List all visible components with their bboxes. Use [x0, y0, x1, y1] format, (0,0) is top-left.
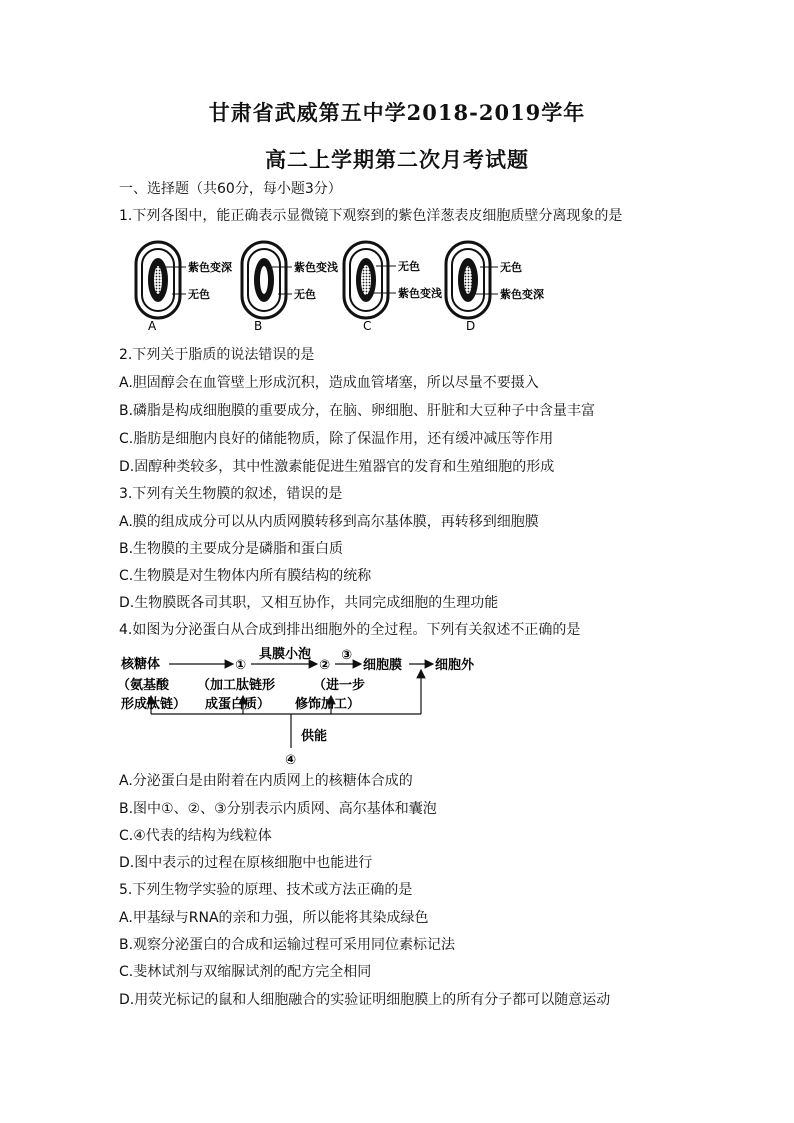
q1-b-letter: B	[254, 319, 263, 333]
q1-b-bottom-label: 无色	[294, 288, 316, 301]
q4-node2-note-2: 修饰加工）	[295, 697, 361, 712]
q4-ribosome-note-2: 形成肽链）	[121, 697, 187, 712]
q1-d-bottom-label: 紫色变深	[500, 288, 544, 301]
q4-ribosome-label: 核糖体	[121, 657, 161, 672]
q4-option-b: B.图中①、②、③分别表示内质网、高尔基体和囊泡	[119, 801, 437, 817]
q4-secretion-flow-diagram	[115, 644, 495, 770]
q1-figure-a	[136, 242, 232, 333]
q4-option-c: C.④代表的结构为线粒体	[119, 828, 272, 844]
q4-membrane-label: 细胞膜	[363, 658, 403, 673]
q5-stem: 5.下列生物学实验的原理、技术或方法正确的是	[119, 882, 413, 898]
q4-node2-note-1: （进一步	[313, 678, 366, 693]
exam-title-line1: 甘肃省武威第五中学2018-2019学年	[208, 100, 586, 125]
q4-outside-label: 细胞外	[435, 658, 475, 673]
q1-stem: 1.下列各图中，能正确表示显微镜下观察到的紫色洋葱表皮细胞质壁分离现象的是	[119, 208, 623, 224]
q5-option-b: B.观察分泌蛋白的合成和运输过程可采用同位素标记法	[119, 937, 456, 953]
q3-stem: 3.下列有关生物膜的叙述，错误的是	[119, 486, 343, 502]
q4-node1-note-1: （加工肽链形	[197, 678, 276, 693]
q1-c-bottom-label: 紫色变浅	[398, 287, 442, 300]
q1-c-top-label: 无色	[398, 260, 420, 273]
q3-option-d: D.生物膜既各司其职，又相互协作，共同完成细胞的生理功能	[119, 595, 499, 611]
q1-a-top-label: 紫色变深	[188, 261, 232, 274]
q5-option-c: C.斐林试剂与双缩脲试剂的配方完全相同	[119, 964, 372, 980]
q1-figure-b	[242, 242, 338, 333]
q1-figure-c	[344, 242, 442, 333]
q2-option-a: A.胆固醇会在血管壁上形成沉积，造成血管堵塞，所以尽量不要摄入	[119, 375, 539, 391]
q5-option-a: A.甲基绿与RNA的亲和力强，所以能将其染成绿色	[119, 910, 429, 926]
q5-option-d: D.用荧光标记的鼠和人细胞融合的实验证明细胞膜上的所有分子都可以随意运动	[119, 992, 611, 1008]
q3-option-b: B.生物膜的主要成分是磷脂和蛋白质	[119, 541, 344, 557]
q1-figure-d	[446, 242, 544, 333]
q1-b-top-label: 紫色变浅	[294, 261, 338, 274]
q4-node1-note-2: 成蛋白质）	[205, 697, 271, 712]
q4-ribosome-note-1: （氨基酸	[117, 678, 170, 693]
q2-option-d: D.固醇种类较多，其中性激素能促进生殖器官的发育和生殖细胞的形成	[119, 459, 555, 475]
q4-energy-label: 供能	[301, 729, 328, 744]
q1-c-letter: C	[363, 319, 372, 333]
q3-option-c: C.生物膜是对生物体内所有膜结构的统称	[119, 568, 372, 584]
q1-d-top-label: 无色	[500, 261, 522, 274]
q4-vesicle-label: 具膜小泡	[259, 647, 312, 662]
q4-stem: 4.如图为分泌蛋白从合成到排出细胞外的全过程。下列有关叙述不正确的是	[119, 622, 581, 638]
q2-option-c: C.脂肪是细胞内良好的储能物质，除了保温作用，还有缓冲减压等作用	[119, 431, 554, 447]
q1-a-bottom-label: 无色	[188, 288, 210, 301]
q4-node-1: ①	[235, 658, 247, 673]
q4-node-3: ③	[341, 648, 353, 663]
q1-a-letter: A	[148, 319, 157, 333]
section-heading: 一、选择题（共60分，每小题3分）	[119, 181, 342, 197]
q4-option-d: D.图中表示的过程在原核细胞中也能进行	[119, 855, 373, 871]
q4-node-2: ②	[319, 658, 331, 673]
q1-cell-figures	[128, 236, 568, 334]
q3-option-a: A.膜的组成成分可以从内质网膜转移到高尔基体膜，再转移到细胞膜	[119, 514, 539, 530]
q2-option-b: B.磷脂是构成细胞膜的重要成分，在脑、卵细胞、肝脏和大豆种子中含量丰富	[119, 403, 596, 419]
exam-title-line2: 高二上学期第二次月考试题	[265, 147, 529, 172]
q2-stem: 2.下列关于脂质的说法错误的是	[119, 347, 315, 363]
q4-node-4: ④	[285, 753, 297, 768]
q1-d-letter: D	[466, 319, 476, 333]
q4-option-a: A.分泌蛋白是由附着在内质网上的核糖体合成的	[119, 773, 413, 789]
